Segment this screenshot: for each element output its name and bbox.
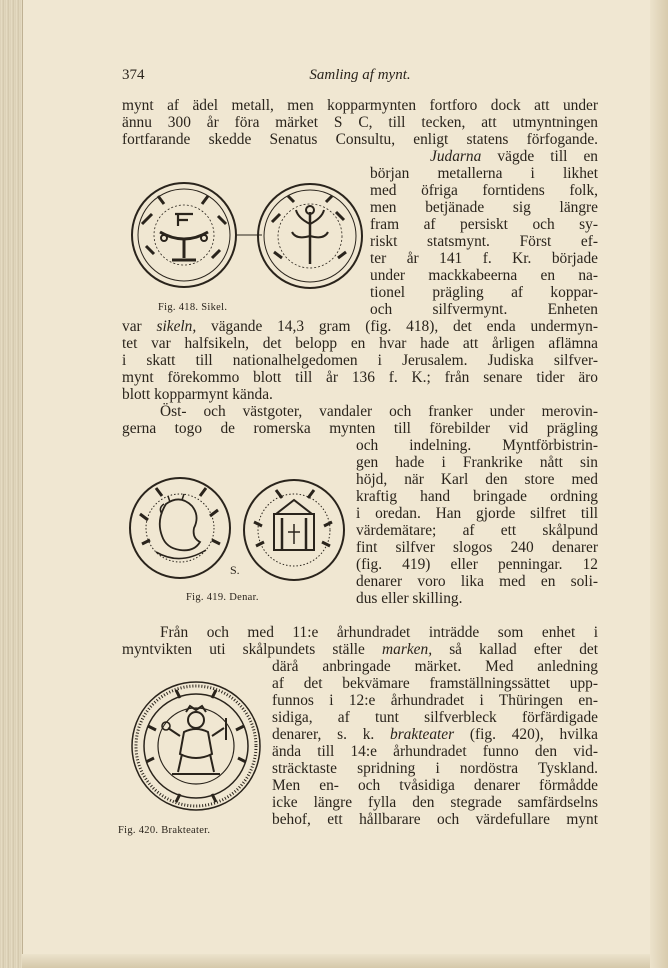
text-line: denarer voro lika med en soli-	[356, 573, 598, 590]
text-line: blott kopparmynt kända.	[122, 386, 273, 403]
text-line: ända till 14:e århundradet funno den vid-	[272, 743, 598, 760]
paragraph-4-full: Från och med 11:e århundradet inträdde som enhet i myntvikten uti skålpundets ställe marken, så kallad efter det	[122, 624, 598, 658]
text-line: behof, ett hållbarare och värdefullare mynt	[272, 811, 598, 828]
text-line: därå anbringade märket. Med anledning	[272, 658, 598, 675]
text-line: gerna togo de romerska mynten till förebilder vid prägling	[122, 420, 598, 437]
figure-419-mint-mark: S.	[230, 563, 240, 577]
paragraph-2-full: var sikeln, vägande 14,3 gram (fig. 418), det enda undermyn- tet var halfsikeln, det belopp en hvar hade att årligen aflämna i skatt till nationalhelgedomen i Jerusalem. Judiska silfver- mynt förekommo blott till år 136 f. K.; från senare tider äro blott kopparmynt kända.	[122, 318, 598, 403]
page-header	[122, 67, 598, 87]
text-line: kraftig hand bringade ordning	[356, 488, 598, 505]
emphasis-judarna: Judarna	[430, 148, 482, 165]
text-line: riskt statsmynt. Först ef-	[370, 233, 598, 250]
text-line: början metallerna i likhet	[370, 165, 598, 182]
text-line: men betjänade sig längre	[370, 199, 598, 216]
text-line: fortfarande skedde Senatus Consultu, enligt statens förfogande.	[122, 131, 598, 148]
figure-419-caption: Fig. 419. Denar.	[186, 592, 259, 603]
text-line: mynt af ädel metall, men kopparmynten fortforo dock att under	[122, 97, 598, 114]
text-line: med öfriga forntidens folk,	[370, 182, 598, 199]
text-line: Från och med 11:e århundradet inträdde som enhet i	[160, 624, 598, 641]
paragraph-3-side-column	[356, 437, 598, 607]
running-title: Samling af mynt.	[309, 67, 411, 83]
text-line: i skatt till nationalhelgedomen i Jerusalem. Judiska silfver-	[122, 352, 598, 369]
text-line: och silfvermynt. Enheten	[370, 301, 598, 318]
paragraph-1	[122, 97, 598, 148]
paragraph-2-intro: Judarna vägde till en	[430, 148, 598, 165]
text-line: dus eller skilling.	[356, 590, 463, 607]
figure-418-caption: Fig. 418. Sikel.	[158, 302, 228, 313]
paragraph-4-side-column: därå anbringade märket. Med anledning af det bekvämare framställningssättet upp- funnos i 12:e århundradet i Thüringen en- sidiga, af tunt silfverbleck förfärdigade denarer, s. k. brakteater (fig. 420), hvilka ända till 14:e århundradet funno den vid- sträcktaste spridning i nordöstra Tyskland. Men en- och tvåsidiga denarer förmådde icke längre fylla den stegrade samfärdselns behof, ett hållbarare och värdefullare mynt	[272, 658, 598, 828]
text-line: Men en- och tvåsidiga denarer förmådde	[272, 777, 598, 794]
text-line: under mackkabeerna en na-	[370, 267, 598, 284]
page-bottom-shadow	[22, 954, 650, 968]
page-number: 374	[122, 67, 145, 83]
figure-420-bracteate	[128, 678, 264, 814]
text-line: fram af persiskt och sy-	[370, 216, 598, 233]
text-line: fint silfver slogos 240 denarer	[356, 539, 598, 556]
paragraph-2-side-column	[370, 165, 598, 318]
page-right-shadow	[650, 0, 668, 968]
text-line: funnos i 12:e århundradet i Thüringen en-	[272, 692, 598, 709]
text-line: höjd, när Karl den store med	[356, 471, 598, 488]
emphasis-marken: marken,	[382, 641, 433, 658]
paragraph-3-full	[122, 403, 598, 437]
text-line: af det bekvämare framställningssättet upp-	[272, 675, 598, 692]
text-line: tionel prägling af koppar-	[370, 284, 598, 301]
text-line: (fig. 419) eller penningar. 12	[356, 556, 598, 573]
figure-420-caption: Fig. 420. Brakteater.	[118, 825, 211, 836]
text-line: tet var halfsikeln, det belopp en hvar hade att årligen aflämna	[122, 335, 598, 352]
figure-418-shekel	[128, 176, 368, 306]
figure-419-denar	[126, 474, 352, 589]
emphasis-sikeln: sikeln,	[156, 318, 197, 335]
text-line: värdemätare; af ett skålpund	[356, 522, 598, 539]
text-line: ännu 300 år föra märket S C, till tecken, att utmyntningen	[122, 114, 598, 131]
emphasis-brakteater: brakteater	[390, 726, 455, 743]
text-line: sidiga, af tunt silfverbleck förfärdigade	[272, 709, 598, 726]
text-line: mynt förekommo blott till år 136 f. K.; från senare tider äro	[122, 369, 598, 386]
text-line: i oredan. Han gjorde silfret till	[356, 505, 598, 522]
text-line: gen hade i Frankrike nått sin	[356, 454, 598, 471]
book-page-edges	[0, 0, 23, 968]
text-line: icke längre fylla den stegrade samfärdselns	[272, 794, 598, 811]
text-line: ter år 141 f. Kr. började	[370, 250, 598, 267]
text-line: sträcktaste spridning i nordöstra Tyskland.	[272, 760, 598, 777]
text-line: Öst- och västgoter, vandaler och franker under merovin-	[160, 403, 598, 420]
text-line: och indelning. Myntförbistrin-	[356, 437, 598, 454]
